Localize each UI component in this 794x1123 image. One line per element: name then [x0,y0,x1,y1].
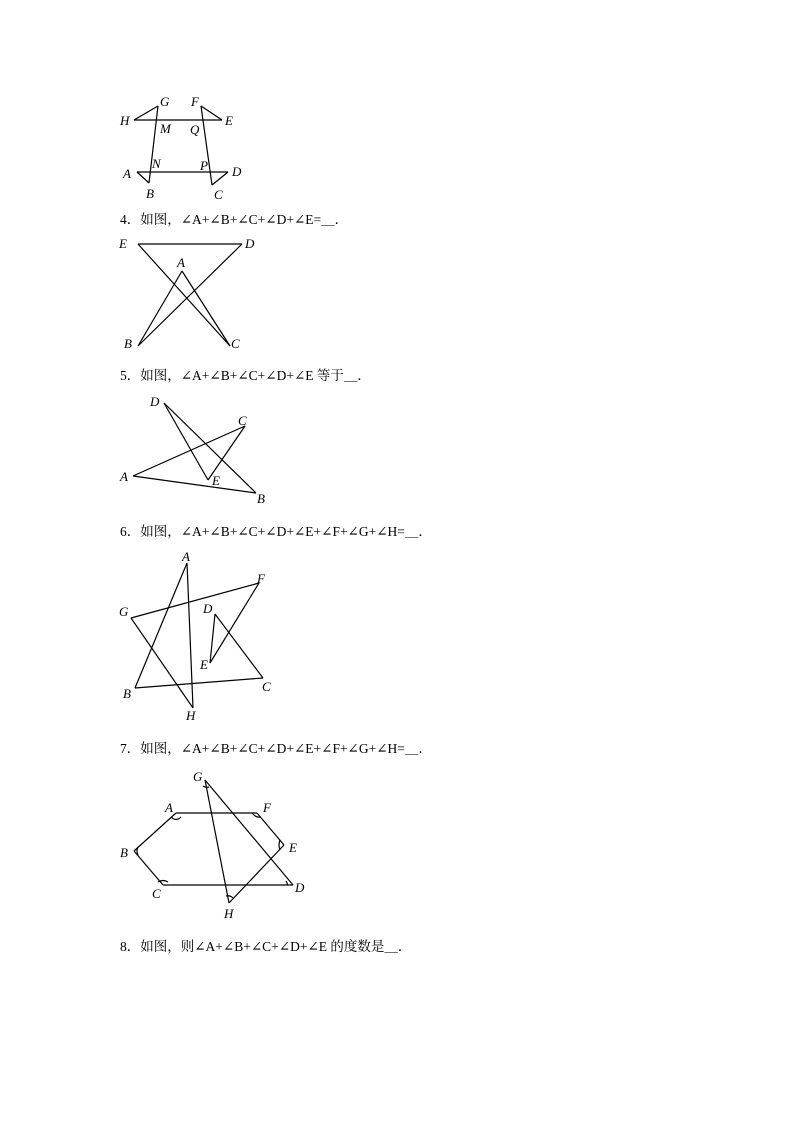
label-c: C [262,679,271,694]
label-d: D [150,394,160,409]
label-e: E [289,840,297,855]
label-b: B [124,336,132,351]
figure-2 [110,232,270,357]
label-d: D [203,601,213,616]
label-h: H [120,113,130,128]
line-db [138,244,242,346]
line-ab [133,476,256,493]
question-5: 5．如图，∠A+∠B+∠C+∠D+∠E 等于＿． [120,368,371,383]
label-a: A [123,166,131,181]
label-e: E [212,473,220,488]
line-de [164,403,208,480]
label-b: B [146,186,154,201]
label-b: B [123,686,131,701]
question-8: 8．如图，则∠A+∠B+∠C+∠D+∠E 的度数是＿． [120,939,412,954]
label-g: G [193,769,203,784]
line-gd [205,780,293,885]
label-a: A [177,255,185,270]
question-7: 7．如图，∠A+∠B+∠C+∠D+∠E+∠F+∠G+∠H=＿． [120,741,432,756]
line-ah [187,563,193,708]
figure-3 [110,390,280,510]
figure-4 [110,545,280,725]
label-f: F [263,800,271,815]
label-a: A [120,469,128,484]
label-a: A [182,549,190,564]
angle-arc-c [158,881,168,883]
label-g: G [160,94,170,109]
label-q: Q [190,122,200,137]
line-cd [212,172,228,185]
figure-1 [110,88,270,206]
angle-arc-b [137,847,138,855]
label-e: E [119,236,127,251]
label-p: P [200,158,208,173]
line-fe [201,106,222,120]
label-d: D [232,164,242,179]
label-c: C [214,187,223,202]
label-m: M [160,121,171,136]
label-h: H [186,708,196,723]
label-f: F [257,571,265,586]
label-d: D [295,880,305,895]
label-f: F [191,94,199,109]
question-4: 4．如图，∠A+∠B+∠C+∠D+∠E=＿． [120,212,349,227]
label-g: G [119,604,129,619]
label-c: C [152,886,161,901]
label-e: E [200,657,208,672]
line-bc [135,678,263,688]
label-c: C [231,336,240,351]
line-ab [135,563,187,688]
label-d: D [245,236,255,251]
line-bc [134,851,163,885]
line-eh [229,845,284,903]
angle-arc-h [226,896,233,898]
line-gh [131,618,193,708]
line-gf [131,583,259,618]
label-a: A [165,800,173,815]
label-e: E [225,113,233,128]
line-ac [182,271,230,346]
angle-arc-e [279,840,280,850]
label-b: B [120,845,128,860]
label-n: N [152,156,161,171]
line-ab [134,813,176,851]
label-h: H [224,906,234,921]
line-fc [201,106,212,185]
label-b: B [257,491,265,506]
figure-5 [110,762,310,922]
line-dc [215,614,263,678]
label-c: C [238,413,247,428]
angle-arc-a [171,817,181,820]
line-hg [134,106,158,120]
line-ba [137,172,149,183]
question-6: 6．如图，∠A+∠B+∠C+∠D+∠E+∠F+∠G+∠H=＿． [120,524,432,539]
